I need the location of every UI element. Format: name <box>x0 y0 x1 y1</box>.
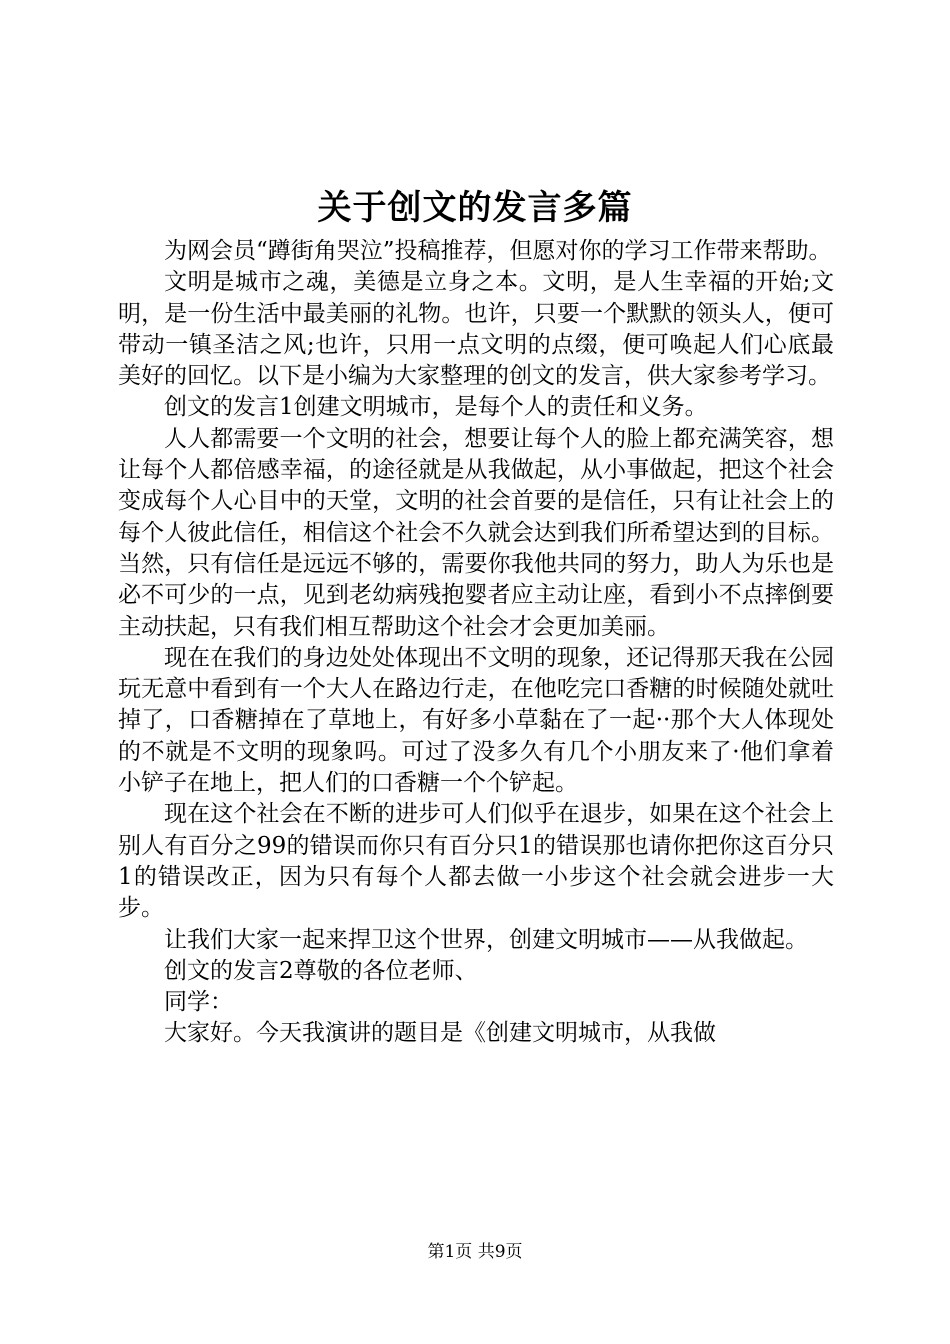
paragraph-speech-1-body-2: 现在在我们的身边处处体现出不文明的现象，还记得那天我在公园玩无意中看到有一个大人在路边行走，在他吃完口香糖的时候随处就吐掉了，口香糖掉在了草地上，有好多小草黏在了一起··那个大人体现处的不就是不文明的现象吗。可过了没多久有几个小朋友来了·他们拿着小铲子在地上，把人们的口香糖一个个铲起。 <box>118 644 834 797</box>
paragraph-speech-1-closing: 让我们大家一起来捍卫这个世界，创建文明城市——从我做起。 <box>164 926 808 953</box>
document-body <box>118 236 834 1050</box>
page-footer: 第1页 共9页 <box>427 1242 523 1262</box>
paragraph-speech-1-body-3: 现在这个社会在不断的进步可人们似乎在退步，如果在这个社会上别人有百分之99的错误而你只有百分只1的错误那也请你把你这百分只1的错误改正，因为只有每个人都去做一小步这个社会就会进步一大步。 <box>118 801 834 922</box>
paragraph-preface: 文明是城市之魂，美德是立身之本。文明，是人生幸福的开始;文明，是一份生活中最美丽的礼物。也许，只要一个默默的领头人，便可带动一镇圣洁之风;也许，只用一点文明的点缀，便可唤起人们心底最美好的回忆。以下是小编为大家整理的创文的发言，供大家参考学习。 <box>118 269 834 390</box>
paragraph-speech-1-heading: 创文的发言1创建文明城市，是每个人的责任和义务。 <box>164 394 708 421</box>
paragraph-speech-1-body-1: 人人都需要一个文明的社会，想要让每个人的脸上都充满笑容，想让每个人都倍感幸福，的途径就是从我做起，从小事做起，把这个社会变成每个人心目中的天堂，文明的社会首要的是信任，只有让社会上的每个人彼此信任，相信这个社会不久就会达到我们所希望达到的目标。当然，只有信任是远远不够的，需要你我他共同的努力，助人为乐也是必不可少的一点，见到老幼病残抱婴者应主动让座，看到小不点摔倒要主动扶起，只有我们相互帮助这个社会才会更加美丽。 <box>118 425 834 640</box>
paragraph-intro: 为网会员“蹲街角哭泣”投稿推荐，但愿对你的学习工作带来帮助。 <box>164 238 832 264</box>
document-title: 关于创文的发言多篇 <box>317 188 633 228</box>
paragraph-speech-2-salutation: 同学： <box>164 989 233 1016</box>
paragraph-speech-2-heading: 创文的发言2尊敬的各位老师、 <box>164 957 478 984</box>
paragraph-speech-2-body: 大家好。今天我演讲的题目是《创建文明城市，从我做 <box>164 1020 716 1047</box>
